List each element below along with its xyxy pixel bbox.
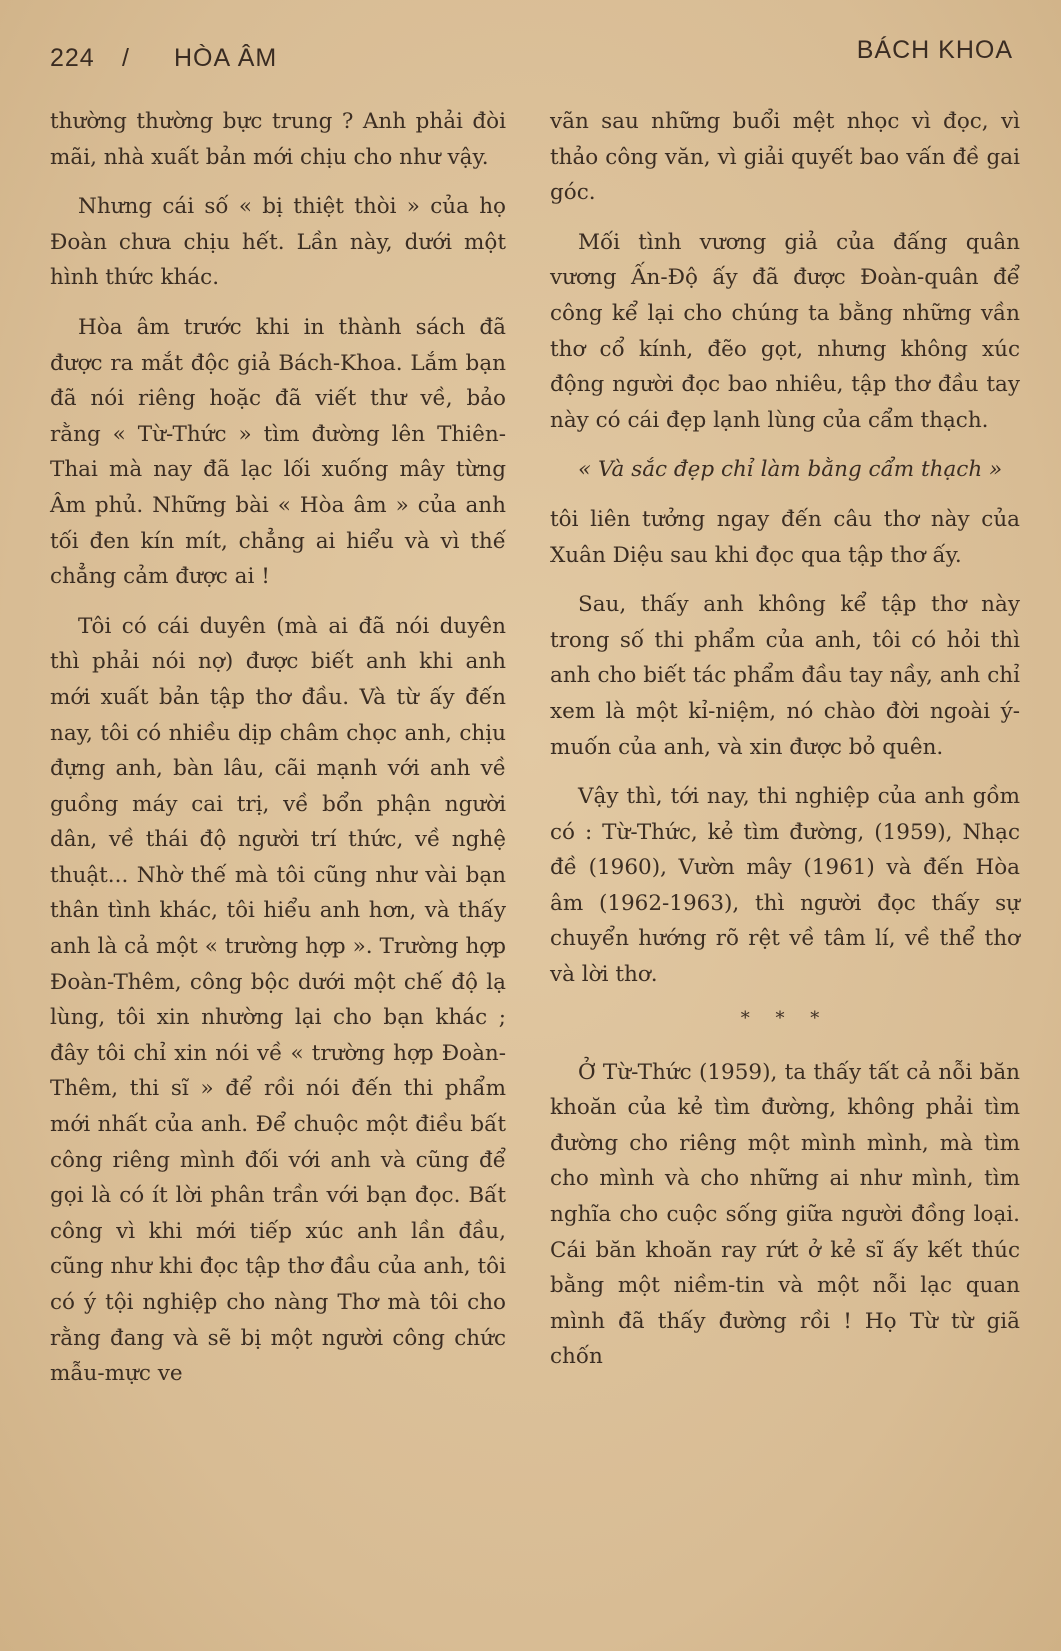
paragraph: Mối tình vương giả của đấng quân vương Ấn-Độ ấy đã được Đoàn-quân để công kể lại cho chúng ta bằng những vần thơ cổ kính, đẽo gọt, nhưng không xúc động người đọc bao nhiêu, tập thơ đầu tay này có cái đẹp lạnh lùng của cẩm thạch. [550, 229, 1020, 433]
paragraph: tôi liên tưởng ngay đến câu thơ này của Xuân Diệu sau khi đọc qua tập thơ ấy. [550, 506, 1020, 568]
quoted-verse: « Và sắc đẹp chỉ làm bằng cẩm thạch » [578, 457, 1003, 483]
paragraph: Hòa âm trước khi in thành sách đã được ra mắt độc giả Bách-Khoa. Lắm bạn đã nói riêng hoặc đã viết thư về, bảo rằng « Từ-Thức » tìm đường lên Thiên-Thai mà nay đã lạc lối xuống mây từng Âm phủ. Những bài « Hòa âm » của anh tối đen kín mít, chẳng ai hiểu và vì thế chẳng cảm được ai ! [50, 314, 506, 590]
paragraph: Vậy thì, tới nay, thi nghiệp của anh gồm có : Từ-Thức, kẻ tìm đường, (1959), Nhạc đề (1960), Vườn mây (1961) và đến Hòa âm (1962-1963), thì người đọc thấy sự chuyển hướng rõ rệt về tâm lí, về thể thơ và lời thơ. [550, 784, 1020, 988]
paragraph: Sau, thấy anh không kể tập thơ này trong số thi phẩm của anh, tôi có hỏi thì anh cho biết tác phẩm đầu tay nầy, anh chỉ xem là một kỉ-niệm, nó chào đời ngoài ý-muốn của anh, và xin được bỏ quên. [550, 592, 1020, 760]
header-separator: / [122, 44, 130, 72]
section-divider: * * * [740, 1007, 830, 1029]
paragraph: Tôi có cái duyên (mà ai đã nói duyên thì phải nói nợ) được biết anh khi anh mới xuất bản tập thơ đầu. Và từ ấy đến nay, tôi có nhiều dịp châm chọc anh, chịu đựng anh, bàn lâu, cãi mạnh với anh về guồng máy cai trị, về bổn phận người dân, về thái độ người trí thức, về nghệ thuật... Nhờ thế mà tôi cũng như vài bạn thân tình khác, tôi hiểu anh hơn, và thấy anh là cả một « trường hợp ». Trường hợp Đoàn-Thêm, công bộc dưới một chế độ lạ lùng, tôi xin nhường lại cho bạn khác ; đây tôi chỉ xin nói về « trường hợp Đoàn-Thêm, thi sĩ » để rồi nói đến thi phẩm mới nhất của anh. Để chuộc một điều bất công riêng mình đối với anh và cũng để gọi là có ít lời phân trần với bạn đọc. Bất công vì khi mới tiếp xúc anh lần đầu, cũng như khi đọc tập thơ đầu của anh, tôi có ý tội nghiệp cho nàng Thơ mà tôi cho rằng đang và sẽ bị một người công chức mẫu-mực ve [50, 613, 506, 1387]
page-header [50, 28, 1013, 72]
left-column [50, 104, 506, 1406]
page-number: 224 [50, 44, 95, 72]
paragraph: thường thường bực trung ? Anh phải đòi mãi, nhà xuất bản mới chịu cho như vậy. [50, 109, 506, 170]
magazine-title: BÁCH KHOA [856, 36, 1013, 64]
paragraph: Nhưng cái số « bị thiệt thòi » của họ Đoàn chưa chịu hết. Lần này, dưới một hình thức khác. [50, 194, 506, 291]
paragraph: Ở Từ-Thức (1959), ta thấy tất cả nỗi băn khoăn của kẻ tìm đường, không phải tìm đường cho riêng một mình mình, mà tìm cho mình và cho những ai như mình, tìm nghĩa cho cuộc sống giữa người đồng loại. Cái băn khoăn ray rứt ở kẻ sĩ ấy kết thúc bằng một niềm-tin và một nỗi lạc quan mình đã thấy đường rồi ! Họ Từ từ giã chốn [550, 1059, 1020, 1370]
right-column [550, 104, 1020, 1389]
article-title: HÒA ÂM [174, 44, 278, 72]
paragraph: vãn sau những buổi mệt nhọc vì đọc, vì thảo công văn, vì giải quyết bao vấn đề gai góc. [550, 109, 1020, 206]
